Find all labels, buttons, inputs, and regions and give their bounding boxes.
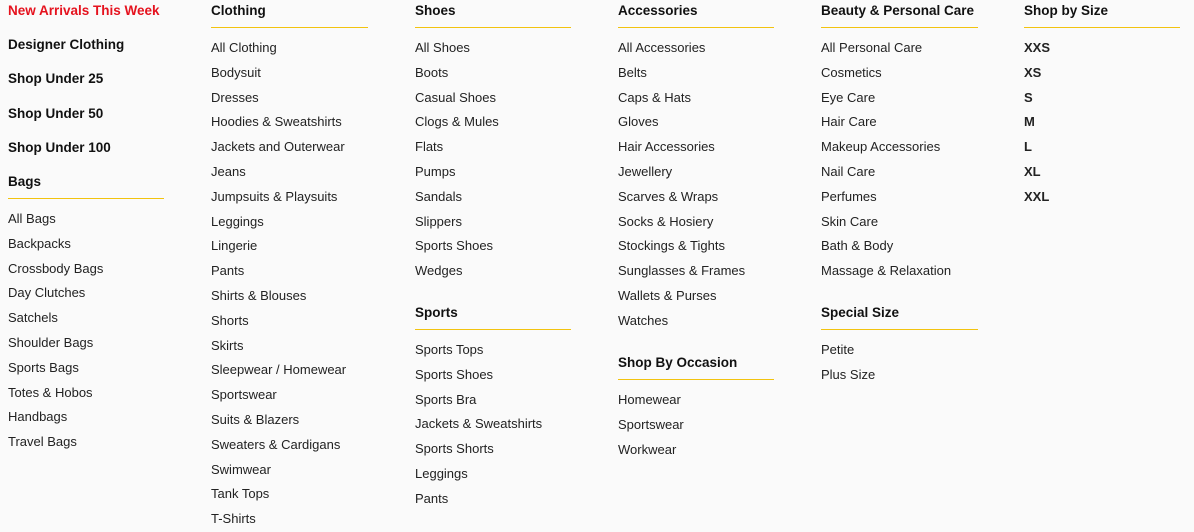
beauty-item[interactable]: Massage & Relaxation xyxy=(821,263,952,279)
size-item[interactable]: XXL xyxy=(1024,188,1050,204)
clothing-item[interactable]: Swimwear xyxy=(211,461,271,477)
shoes-divider xyxy=(415,27,571,28)
shoes-item[interactable]: Casual Shoes xyxy=(415,89,496,105)
beauty-item[interactable]: Nail Care xyxy=(821,163,876,179)
clothing-item[interactable]: Shirts & Blouses xyxy=(211,287,307,303)
bags-item[interactable]: Crossbody Bags xyxy=(8,260,104,276)
shop-under-25-link[interactable]: Shop Under 25 xyxy=(8,71,104,86)
shoes-item[interactable]: Flats xyxy=(415,139,444,155)
shoes-item[interactable]: Pumps xyxy=(415,163,456,179)
clothing-item[interactable]: T-Shirts xyxy=(211,511,256,527)
occasion-item[interactable]: Workwear xyxy=(618,441,677,457)
clothing-item[interactable]: Bodysuit xyxy=(211,64,261,80)
clothing-item[interactable]: Suits & Blazers xyxy=(211,411,300,427)
clothing-item[interactable]: Sweaters & Cardigans xyxy=(211,436,341,452)
clothing-section xyxy=(211,0,368,532)
bags-item[interactable]: Satchels xyxy=(8,310,58,326)
beauty-heading[interactable]: Beauty & Personal Care xyxy=(821,3,975,18)
occasion-heading[interactable]: Shop By Occasion xyxy=(618,355,738,370)
beauty-item[interactable]: All Personal Care xyxy=(821,40,923,55)
shoes-item[interactable]: Clogs & Mules xyxy=(415,114,499,130)
sports-item[interactable]: Sports Shorts xyxy=(415,441,494,457)
bags-divider xyxy=(8,198,164,199)
beauty-item[interactable]: Bath & Body xyxy=(821,238,894,254)
accessories-item[interactable]: Stockings & Tights xyxy=(618,238,725,254)
accessories-item[interactable]: Caps & Hats xyxy=(618,89,691,105)
accessories-item[interactable]: All Accessories xyxy=(618,40,706,55)
special-size-item[interactable]: Plus Size xyxy=(821,366,876,382)
beauty-item[interactable]: Eye Care xyxy=(821,89,876,105)
clothing-item[interactable]: Shorts xyxy=(211,312,249,328)
clothing-item[interactable]: Leggings xyxy=(211,213,264,229)
accessories-item[interactable]: Hair Accessories xyxy=(618,139,715,155)
shop-under-100-link[interactable]: Shop Under 100 xyxy=(8,140,111,155)
accessories-item[interactable]: Scarves & Wraps xyxy=(618,188,719,204)
beauty-section xyxy=(821,0,978,284)
sports-item[interactable]: Pants xyxy=(415,490,449,506)
occasion-item[interactable]: Sportswear xyxy=(618,416,684,432)
accessories-heading[interactable]: Accessories xyxy=(618,3,698,18)
shoes-item[interactable]: Sports Shoes xyxy=(415,238,494,254)
beauty-list xyxy=(821,36,978,284)
accessories-item[interactable]: Sunglasses & Frames xyxy=(618,263,746,279)
accessories-item[interactable]: Wallets & Purses xyxy=(618,287,717,303)
special-size-list xyxy=(821,338,978,388)
sports-item[interactable]: Jackets & Sweatshirts xyxy=(415,416,543,432)
shoes-list xyxy=(415,36,571,284)
sports-item[interactable]: Leggings xyxy=(415,465,468,481)
clothing-item[interactable]: Skirts xyxy=(211,337,244,353)
shoes-item[interactable]: All Shoes xyxy=(415,40,470,55)
size-item[interactable]: XXS xyxy=(1024,40,1051,55)
sports-section xyxy=(415,302,571,512)
clothing-item[interactable]: Jackets and Outerwear xyxy=(211,139,345,155)
clothing-divider xyxy=(211,27,368,28)
clothing-item[interactable]: Lingerie xyxy=(211,238,258,254)
shoes-item[interactable]: Boots xyxy=(415,64,449,80)
size-item[interactable]: XL xyxy=(1024,163,1041,179)
accessories-list xyxy=(618,36,774,334)
shoes-item[interactable]: Sandals xyxy=(415,188,462,204)
beauty-divider xyxy=(821,27,978,28)
occasion-divider xyxy=(618,379,774,380)
accessories-item[interactable]: Socks & Hosiery xyxy=(618,213,714,229)
shoes-heading[interactable]: Shoes xyxy=(415,3,456,18)
bags-item[interactable]: Travel Bags xyxy=(8,434,77,450)
clothing-list xyxy=(211,36,368,532)
bags-heading[interactable]: Bags xyxy=(8,174,42,189)
bags-section xyxy=(8,173,164,455)
special-size-section xyxy=(821,302,978,388)
shop-under-50-link[interactable]: Shop Under 50 xyxy=(8,106,104,121)
beauty-item[interactable]: Hair Care xyxy=(821,114,877,130)
sports-item[interactable]: Sports Shoes xyxy=(415,366,494,382)
accessories-item[interactable]: Watches xyxy=(618,312,669,328)
accessories-item[interactable]: Gloves xyxy=(618,114,659,130)
size-heading[interactable]: Shop by Size xyxy=(1024,3,1109,18)
beauty-item[interactable]: Cosmetics xyxy=(821,64,882,80)
sports-divider xyxy=(415,329,571,330)
clothing-item[interactable]: Sleepwear / Homewear xyxy=(211,362,347,378)
bags-item[interactable]: All Bags xyxy=(8,211,56,226)
shoes-section xyxy=(415,0,571,284)
size-item[interactable]: L xyxy=(1024,139,1032,155)
clothing-item[interactable]: Jeans xyxy=(211,163,246,179)
bags-item[interactable]: Shoulder Bags xyxy=(8,334,94,350)
size-item[interactable]: M xyxy=(1024,114,1035,130)
size-section xyxy=(1024,0,1180,210)
accessories-item[interactable]: Belts xyxy=(618,64,647,80)
sports-heading[interactable]: Sports xyxy=(415,305,458,320)
clothing-item[interactable]: Tank Tops xyxy=(211,486,270,502)
bags-item[interactable]: Totes & Hobos xyxy=(8,384,93,400)
clothing-item[interactable]: Hoodies & Sweatshirts xyxy=(211,114,342,130)
sports-item[interactable]: Sports Tops xyxy=(415,342,484,357)
special-size-divider xyxy=(821,329,978,330)
bags-item[interactable]: Handbags xyxy=(8,409,68,425)
occasion-section xyxy=(618,352,774,462)
occasion-item[interactable]: Homewear xyxy=(618,392,681,407)
sports-list xyxy=(415,338,571,512)
size-divider xyxy=(1024,27,1180,28)
occasion-list xyxy=(618,388,774,462)
size-list xyxy=(1024,36,1180,210)
clothing-item[interactable]: All Clothing xyxy=(211,40,277,55)
new-arrivals-link[interactable]: New Arrivals This Week xyxy=(8,3,160,18)
size-item[interactable]: XS xyxy=(1024,64,1042,80)
accessories-item[interactable]: Jewellery xyxy=(618,163,673,179)
special-size-heading[interactable]: Special Size xyxy=(821,305,900,320)
bags-item[interactable]: Day Clutches xyxy=(8,285,86,301)
beauty-item[interactable]: Perfumes xyxy=(821,188,877,204)
size-item[interactable]: S xyxy=(1024,89,1033,105)
clothing-heading[interactable]: Clothing xyxy=(211,3,266,18)
accessories-section xyxy=(618,0,774,334)
sports-item[interactable]: Sports Bra xyxy=(415,391,477,407)
clothing-item[interactable]: Pants xyxy=(211,263,245,279)
beauty-item[interactable]: Makeup Accessories xyxy=(821,139,941,155)
shoes-item[interactable]: Wedges xyxy=(415,263,463,279)
special-size-item[interactable]: Petite xyxy=(821,342,855,357)
bags-item[interactable]: Backpacks xyxy=(8,235,71,251)
shoes-item[interactable]: Slippers xyxy=(415,213,462,229)
clothing-item[interactable]: Jumpsuits & Playsuits xyxy=(211,188,338,204)
bags-list xyxy=(8,207,164,455)
bags-item[interactable]: Sports Bags xyxy=(8,359,79,375)
clothing-item[interactable]: Sportswear xyxy=(211,387,277,403)
beauty-item[interactable]: Skin Care xyxy=(821,213,879,229)
designer-clothing-link[interactable]: Designer Clothing xyxy=(8,37,125,52)
clothing-item[interactable]: Dresses xyxy=(211,89,259,105)
accessories-divider xyxy=(618,27,774,28)
